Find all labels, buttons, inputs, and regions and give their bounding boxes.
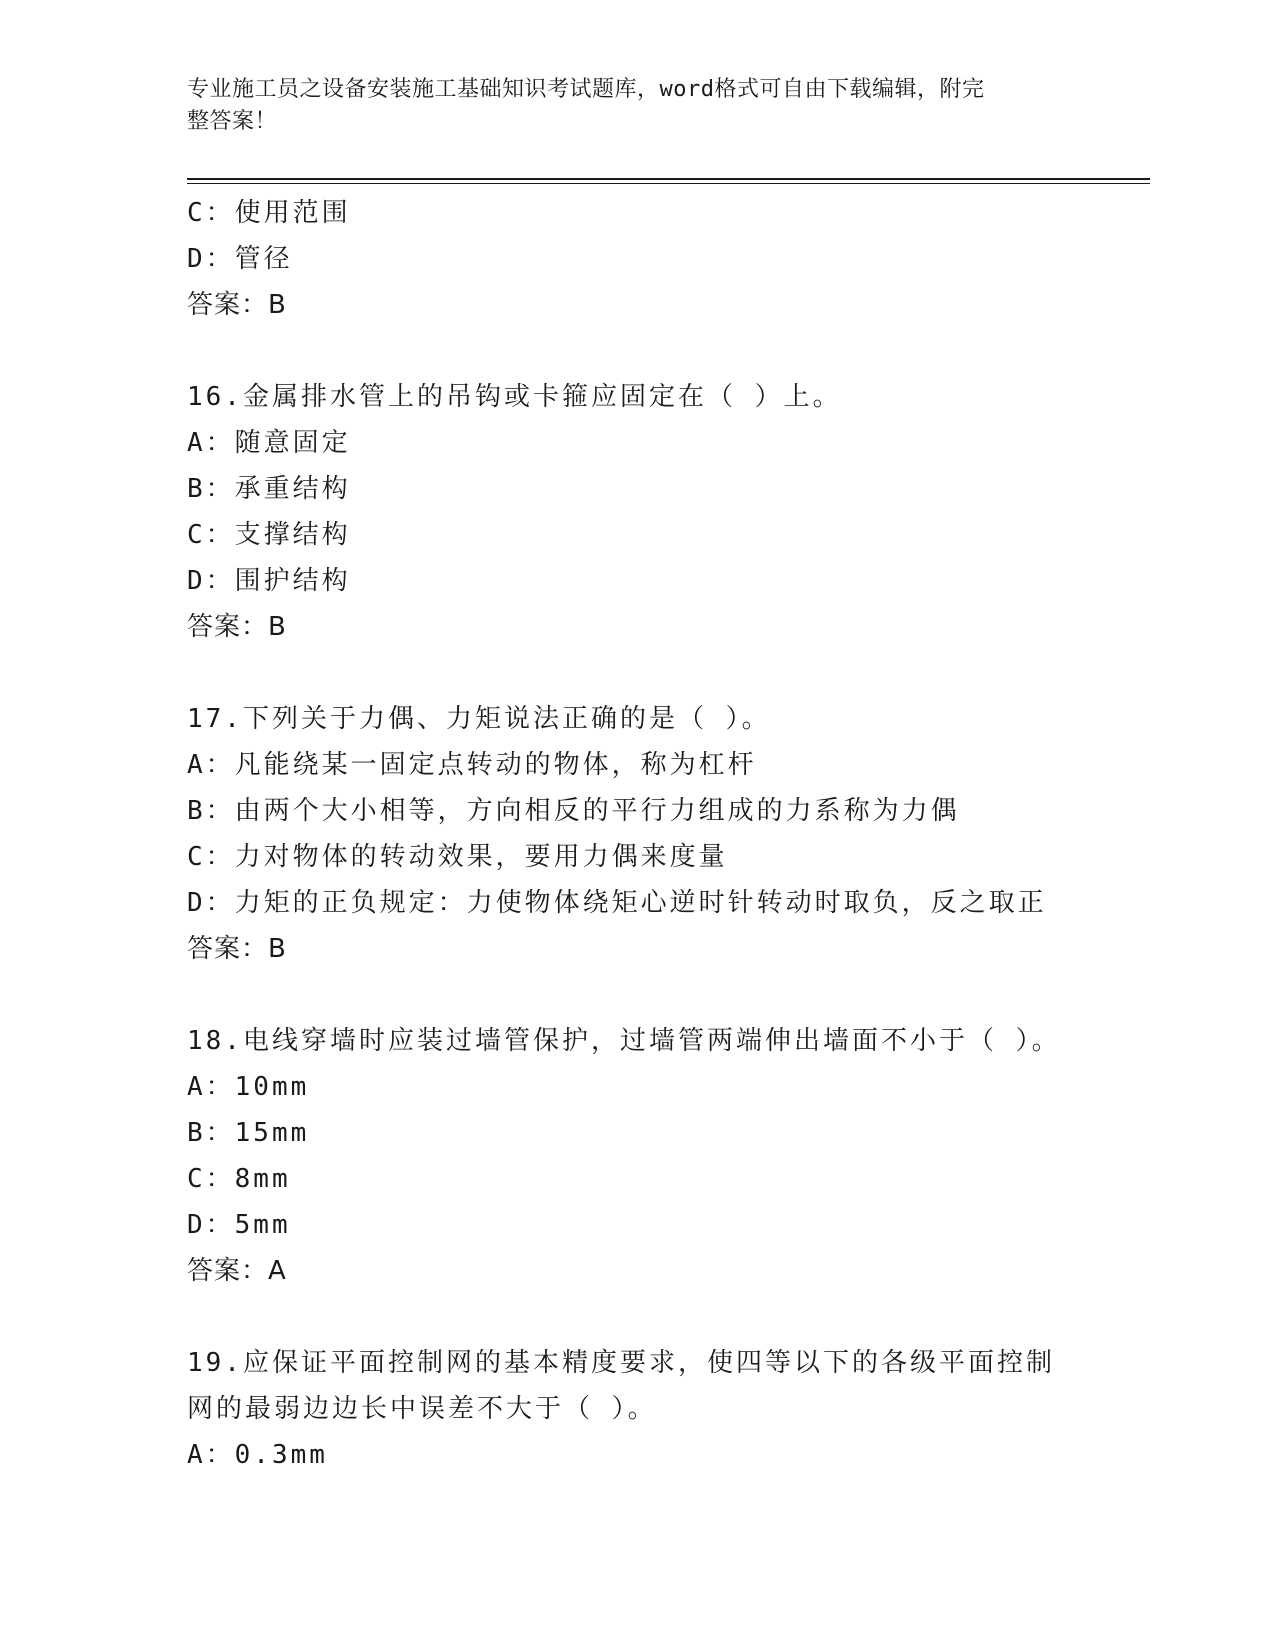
question-19 bbox=[187, 1340, 1087, 1478]
option-d: D：5mm bbox=[187, 1210, 291, 1240]
option-d: D：管径 bbox=[187, 244, 293, 274]
header-rule-thin bbox=[187, 183, 1150, 184]
option-d: D：围护结构 bbox=[187, 566, 351, 596]
question-17 bbox=[187, 696, 1087, 972]
option-b: B：由两个大小相等，方向相反的平行力组成的力系称为力偶 bbox=[187, 796, 960, 826]
question-15-continued bbox=[187, 190, 1087, 328]
option-a: A：随意固定 bbox=[187, 428, 351, 458]
option-d: D：力矩的正负规定：力使物体绕矩心逆时针转动时取负，反之取正 bbox=[187, 888, 1047, 918]
option-a: A：凡能绕某一固定点转动的物体，称为杠杆 bbox=[187, 750, 757, 780]
option-a: A：10mm bbox=[187, 1072, 310, 1102]
spacer bbox=[187, 650, 1087, 696]
header-line-1: 专业施工员之设备安装施工基础知识考试题库，word格式可自由下载编辑，附完 bbox=[187, 77, 985, 102]
page-header bbox=[187, 74, 1087, 138]
spacer bbox=[187, 1294, 1087, 1340]
question-list bbox=[187, 190, 1087, 1478]
option-c: C：支撑结构 bbox=[187, 520, 351, 550]
question-18 bbox=[187, 1018, 1087, 1294]
option-c: C：力对物体的转动效果，要用力偶来度量 bbox=[187, 842, 728, 872]
question-stem: 16.金属排水管上的吊钩或卡箍应固定在（ ）上。 bbox=[187, 382, 842, 412]
answer-line: 答案：A bbox=[187, 1256, 287, 1286]
answer-line: 答案：B bbox=[187, 612, 287, 642]
option-c: C：8mm bbox=[187, 1164, 291, 1194]
spacer bbox=[187, 328, 1087, 374]
question-stem: 19.应保证平面控制网的基本精度要求，使四等以下的各级平面控制网的最弱边边长中误差不大于（ ）。 bbox=[187, 1348, 1055, 1424]
header-line-2: 整答案！ bbox=[187, 109, 278, 134]
option-c: C：使用范围 bbox=[187, 198, 351, 228]
spacer bbox=[187, 972, 1087, 1018]
question-16 bbox=[187, 374, 1087, 650]
option-a: A：0.3mm bbox=[187, 1440, 328, 1470]
header-rule-thick bbox=[187, 178, 1150, 180]
question-stem: 18.电线穿墙时应装过墙管保护，过墙管两端伸出墙面不小于（ ）。 bbox=[187, 1026, 1061, 1056]
answer-line: 答案：B bbox=[187, 934, 287, 964]
option-b: B：承重结构 bbox=[187, 474, 351, 504]
option-b: B：15mm bbox=[187, 1118, 310, 1148]
answer-line: 答案：B bbox=[187, 290, 287, 320]
question-stem: 17.下列关于力偶、力矩说法正确的是（ ）。 bbox=[187, 704, 771, 734]
